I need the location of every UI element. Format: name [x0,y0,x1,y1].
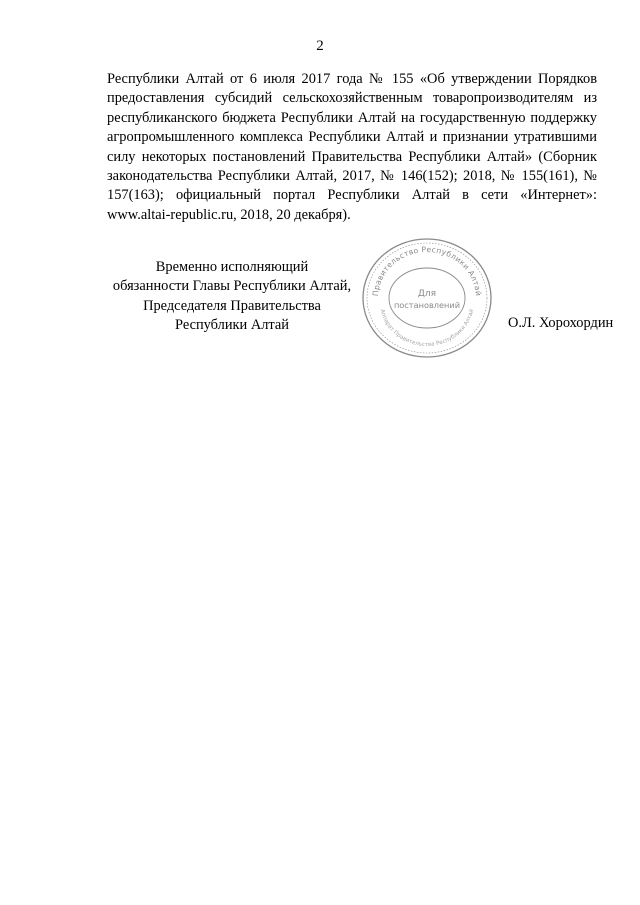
signatory-name: О.Л. Хорохордин [508,315,614,331]
stamp-seal-graphic [360,236,494,360]
stamp-bottom-text: Аппарат Правительства Республики Алтай [378,308,476,349]
signatory-title-line: Председателя Правительства [143,297,321,314]
stamp-center-text-2: постановлений [393,300,461,310]
body-paragraph: Республики Алтай от 6 июля 2017 года № 155 «Об утверждении Порядков предоставления субсидий сельскохозяйственным товаропроизводителям из республиканского бюджета Республики Алтай на государственную поддержку агропромышленного комплекса Республики Алтай и признании утратившими силу некоторых постановлений Правительства Республики Алтай» (Сборник законодательства Республики Алтай, 2017, № 146(152); 2018, № 155(161), № 157(163); официальный портал Республики Алтай в сети «Интернет»: www.altai-republic.ru, 2018, 20 декабря). [107,71,597,223]
signatory-title-line: обязанности Главы Республики Алтай, [112,278,352,295]
page-number: 2 [316,38,324,54]
official-stamp [360,236,494,360]
signatory-title-line: Республики Алтай [175,317,289,334]
signatory-title-line: Временно исполняющий [155,259,309,275]
stamp-outer-text: Правительство Республики Алтай [370,244,484,297]
signatory-title-block [100,258,364,336]
stamp-center-text-1: Для [417,289,437,299]
